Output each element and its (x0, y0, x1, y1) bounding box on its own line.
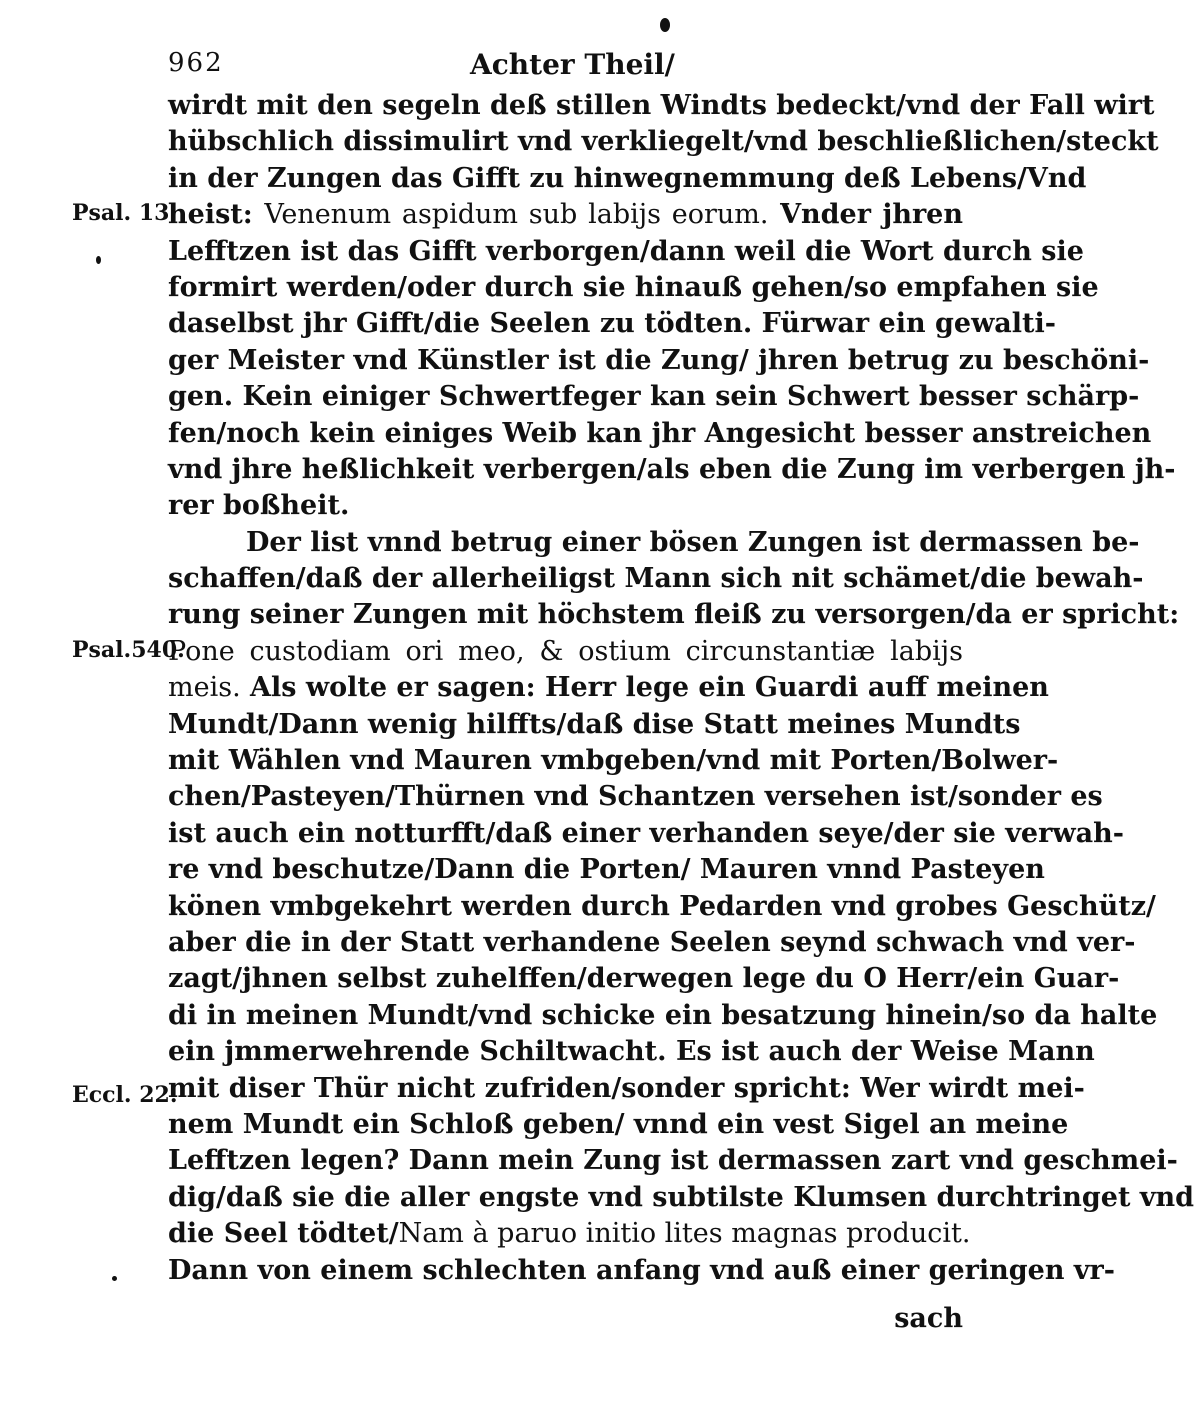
text-line (168, 234, 1084, 270)
text-line (168, 779, 1103, 815)
line-text: chen/Pasteyen/Thürnen vnd Schantzen versehen ist/sonder es (168, 781, 1103, 813)
text-line (168, 88, 1155, 124)
line-text: gen. Kein einiger Schwertfeger kan sein Schwert besser schärp- (168, 381, 1140, 413)
line-text: mit diser Thür nicht zufriden/sonder spricht: Wer wirdt mei- (168, 1072, 1085, 1104)
line-text-tail: Vnder jhren (768, 199, 963, 231)
line-text: daselbst jhr Gifft/die Seelen zu tödten. Fürwar ein gewalti- (168, 308, 1056, 340)
line-text: mit Wählen vnd Mauren vmbgeben/vnd mit Porten/Bolwer- (168, 745, 1059, 777)
text-line (168, 379, 1140, 415)
line-text: hübschlich dissimulirt vnd verkliegelt/vnd beschließlichen/steckt (168, 126, 1159, 158)
body-text (168, 88, 1194, 1289)
line-text: ger Meister vnd Künstler ist die Zung/ jhren betrug zu beschöni- (168, 344, 1150, 376)
margin-note-psalm-540: Psal.540. (72, 637, 185, 663)
text-line (168, 306, 1056, 342)
text-line (168, 416, 1152, 452)
text-line (168, 670, 1049, 706)
line-text: in der Zungen das Gifft zu hinwegnemmung deß Lebens/Vnd (168, 162, 1087, 194)
line-text: re vnd beschutze/Dann die Porten/ Mauren vnnd Pasteyen (168, 854, 1045, 886)
running-head: Achter Theil/ (470, 48, 675, 81)
text-line (168, 707, 1021, 743)
line-text: wirdt mit den segeln deß stillen Windts bedeckt/vnd der Fall wirt (168, 90, 1155, 121)
line-text: dig/daß sie die aller engste vnd subtilste Klumsen durchtringet vnd (168, 1181, 1194, 1213)
text-line (168, 743, 1059, 779)
text-line (168, 161, 1087, 197)
text-line (168, 488, 963, 524)
line-text: ist auch ein notturfft/daß einer verhanden seye/der sie verwah- (168, 817, 1124, 849)
line-text: könen vmbgekehrt werden durch Pedarden vnd grobes Geschütz/ (168, 890, 1156, 922)
margin-note-eccl-22: Eccl. 22. (72, 1082, 178, 1108)
line-text: Dann von einem schlechten anfang vnd auß einer geringen vr- (168, 1254, 1115, 1286)
text-line (168, 270, 1099, 306)
page-number: 962 (168, 48, 224, 78)
text-line (168, 852, 1045, 888)
line-text: nem Mundt ein Schloß geben/ vnnd ein vest Sigel an meine (168, 1108, 1069, 1140)
line-text: rung seiner Zungen mit höchstem fleiß zu versorgen/da er spricht: (168, 599, 1180, 631)
line-text: rer boßheit. (168, 490, 350, 522)
line-text: Lefftzen ist das Gifft verborgen/dann weil die Wort durch sie (168, 235, 1084, 267)
line-text: Der list vnnd betrug einer bösen Zungen ist dermassen be- (246, 526, 1140, 558)
ink-speck (112, 1276, 117, 1281)
line-text-tail: Als wolte er sagen: Herr lege ein Guardi auff meinen (240, 672, 1049, 704)
text-line (168, 998, 1158, 1034)
line-text: fen/noch kein einiges Weib kan jhr Angesicht besser anstreichen (168, 417, 1152, 449)
line-text: formirt werden/oder durch sie hinauß gehen/so empfahen sie (168, 271, 1099, 303)
latin-quote: Venenum aspidum sub labijs eorum. (264, 199, 769, 231)
text-line (168, 1071, 1085, 1107)
line-text: aber die in der Statt verhandene Seelen seynd schwach vnd ver- (168, 926, 1136, 958)
text-line (168, 816, 1124, 852)
text-line (168, 197, 963, 233)
text-line (168, 889, 1156, 925)
line-text: Mundt/Dann wenig hilffts/daß dise Statt meines Mundts (168, 708, 1021, 740)
line-text: die Seel tödtet/ (168, 1218, 399, 1250)
latin-quote: meis. (168, 672, 241, 704)
text-line (168, 525, 1140, 561)
text-line (168, 1143, 1178, 1179)
margin-note-psalm-13: Psal. 13. (72, 200, 178, 226)
line-text: heist: (168, 199, 265, 231)
text-line (168, 1034, 1095, 1070)
text-line (168, 597, 1180, 633)
text-line (168, 925, 1136, 961)
ink-speck (96, 256, 101, 264)
text-line (168, 961, 1120, 997)
line-text: ein jmmerwehrende Schiltwacht. Es ist auch der Weise Mann (168, 1036, 1095, 1068)
text-line (168, 452, 1176, 488)
line-text: di in meinen Mundt/vnd schicke ein besatzung hinein/so da halte (168, 999, 1158, 1031)
catchword: sach (894, 1303, 963, 1334)
text-line (168, 1107, 1069, 1143)
line-text: Lefftzen legen? Dann mein Zung ist dermassen zart vnd geschmei- (168, 1145, 1178, 1177)
text-line (168, 343, 1150, 379)
text-line (168, 1253, 1115, 1289)
ink-speck (660, 18, 670, 32)
text-line (168, 124, 1159, 160)
line-text: zagt/jhnen selbst zuhelffen/derwegen lege du O Herr/ein Guar- (168, 963, 1120, 995)
line-text: vnd jhre heßlichkeit verbergen/als eben die Zung im verbergen jh- (168, 453, 1176, 485)
text-line (168, 561, 1144, 597)
line-text: schaffen/daß der allerheiligst Mann sich nit schämet/die bewah- (168, 563, 1144, 595)
latin-quote: Nam à paruo initio lites magnas producit. (398, 1218, 971, 1250)
latin-quote: Pone custodiam ori meo, & ostium circunstantiæ labijs (168, 635, 963, 667)
text-line (168, 1180, 1194, 1216)
text-line (168, 1216, 971, 1252)
text-line (168, 634, 963, 670)
